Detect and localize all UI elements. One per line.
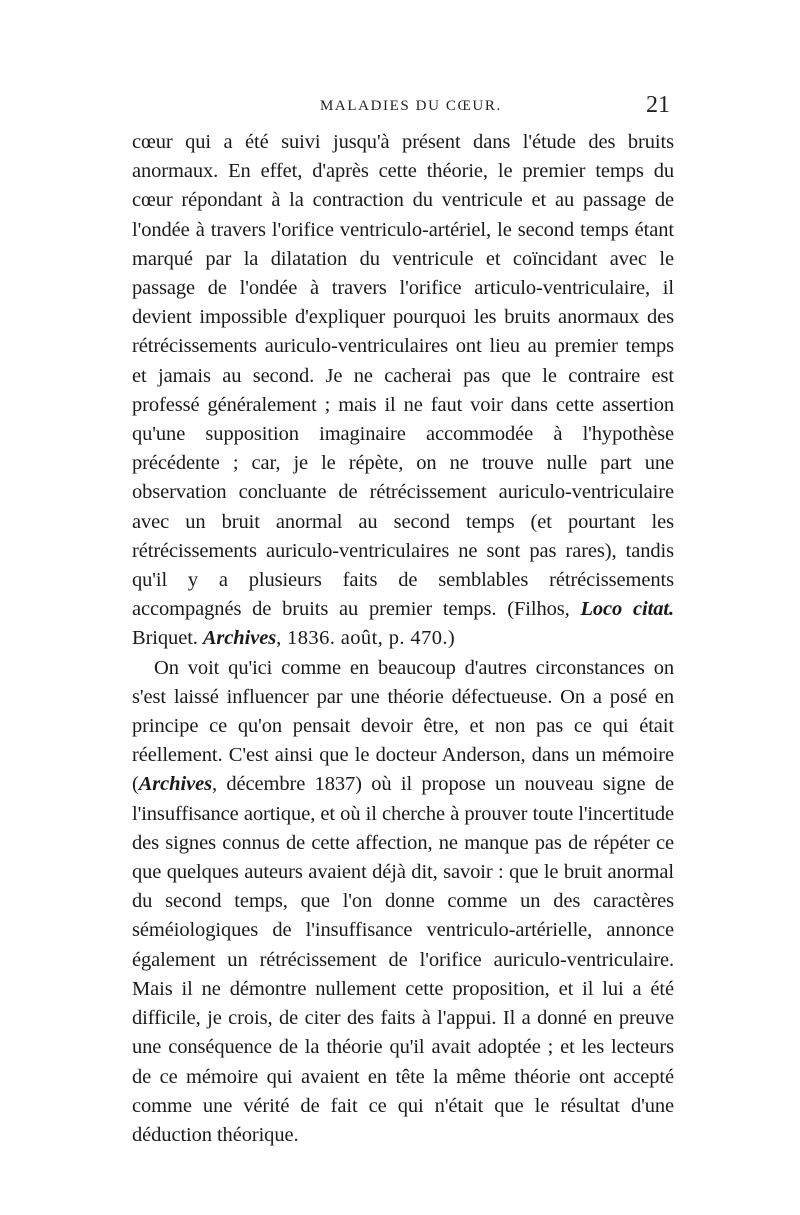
body-text <box>132 128 674 1150</box>
paragraph-text: , décembre 1837) où il propose un nouveau signe de l'insuffisance aortique, et où il cherche à prouver toute l'incertitude des signes connus de cette affection, ne manque pas de répéter ce que quelques auteurs avaient déjà dit, savoir : que le bruit anormal du second temps, que l'on donne comme un des caractères séméiologiques de l'insuffisance ventriculo-artérielle, annonce également un rétrécissement de l'orifice auriculo-ventriculaire. Mais il ne démontre nullement cette proposition, et il lui a été difficile, je crois, de citer des faits à l'appui. Il a donné en preuve une conséquence de la théorie qu'il avait adoptée ; et les lecteurs de ce mémoire qui avaient en tête la même théorie ont accepté comme une vérité de fait ce qui n'était que le résultat d'une déduction théorique. <box>132 773 674 1146</box>
page-header <box>130 92 670 122</box>
paragraph-text: Briquet. <box>132 627 203 650</box>
paragraph-text: On voit qu'ici comme en beaucoup d'autres circonstances on s'est laissé influencer par une théorie défectueuse. On a posé en principe ce qu'on pensait devoir être, et non pas ce qui était réellement. C'est ainsi que le docteur Anderson, dans un mémoire ( <box>132 656 674 796</box>
citation-italic: Loco citat. <box>580 598 674 621</box>
paragraph <box>132 654 674 1150</box>
page-number: 21 <box>646 92 670 118</box>
paragraph-text: , 1836. août, p. 470.) <box>276 627 456 650</box>
running-title: MALADIES DU CŒUR. <box>320 98 502 114</box>
citation-italic: Archives <box>202 627 277 650</box>
citation-italic: Archives <box>138 773 212 796</box>
paragraph-text: cœur qui a été suivi jusqu'à présent dans l'étude des bruits anormaux. En effet, d'après cette théorie, le premier temps du cœur répondant à la contraction du ventricule et au passage de l'ondée à travers l'orifice ventriculo-artériel, le second temps étant marqué par la dilatation du ventricule et coïncidant avec le passage de l'ondée à travers l'orifice articulo-ventriculaire, il devient impossible d'expliquer pourquoi les bruits anormaux des rétrécissements auriculo-ventriculaires ont lieu au premier temps et jamais au second. Je ne cacherai pas que le contraire est professé généralement ; mais il ne faut voir dans cette assertion qu'une supposition imaginaire accommodée à l'hypothèse précédente ; car, je le répète, on ne trouve nulle part une observation concluante de rétrécissement auriculo-ventriculaire avec un bruit anormal au second temps (et pourtant les rétrécissements auriculo-ventriculaires ne sont pas rares), tandis qu'il y a plusieurs faits de semblables rétrécissements accompagnés de bruits au premier temps. (Filhos, <box>132 131 674 621</box>
paragraph <box>132 128 674 654</box>
